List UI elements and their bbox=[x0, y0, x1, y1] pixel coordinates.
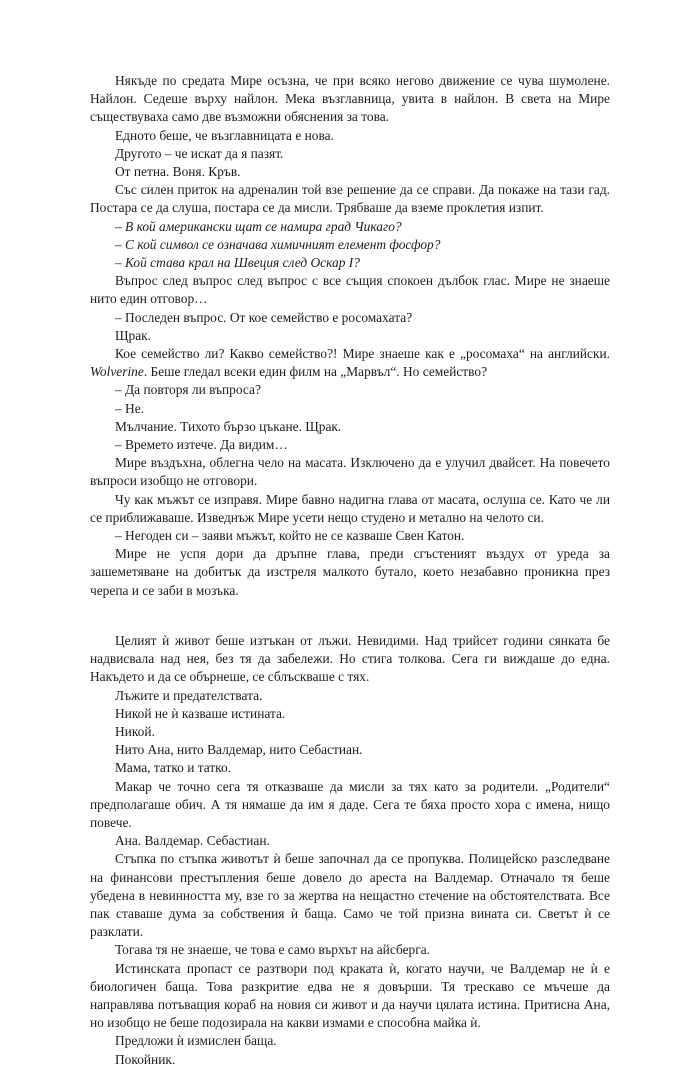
paragraph bbox=[90, 491, 610, 527]
paragraph bbox=[90, 345, 610, 381]
paragraph bbox=[90, 309, 610, 327]
text-run: Целият ѝ живот беше изтъкан от лъжи. Невидими. Над трийсет години сянката бе надвисвала над нея, без тя да забележи. Но стига толкова. Сега ги виждаше до една. Накъдето и да се обърнеше, се сблъскваше с тях. bbox=[90, 632, 610, 685]
paragraph bbox=[90, 436, 610, 454]
italic-run: – В кой американски щат се намира град Чикаго? bbox=[115, 218, 402, 234]
paragraph bbox=[90, 1051, 610, 1069]
text-run: Мама, татко и татко. bbox=[115, 760, 232, 776]
paragraph bbox=[90, 941, 610, 959]
text-run: Истинската пропаст се разтвори под краката ѝ, когато научи, че Валдемар не ѝ е биологичен баща. Това разкритие едва не я довърши. Тя трескаво се мъчеше да направлява потъващия кораб на новия си живот и да научи цялата истина. Притисна Ана, но изобщо не беше подозирала на какви измами е способна майка ѝ. bbox=[90, 960, 610, 1031]
paragraph bbox=[90, 759, 610, 777]
text-run: Ана. Валдемар. Себастиан. bbox=[115, 833, 270, 849]
italic-run: – Кой става крал на Швеция след Оскар I? bbox=[115, 255, 360, 271]
paragraph bbox=[90, 960, 610, 1033]
text-run: Никой не ѝ казваше истината. bbox=[115, 705, 286, 721]
text-run: Предложи ѝ измислен баща. bbox=[115, 1033, 277, 1049]
paragraph bbox=[90, 272, 610, 308]
text-run: – Времето изтече. Да видим… bbox=[115, 437, 288, 453]
text-run: Въпрос след въпрос след въпрос с все същия спокоен дълбок глас. Мире не знаеше нито един отговор… bbox=[90, 273, 610, 307]
text-run: Мълчание. Тихото бързо цъкане. Щрак. bbox=[115, 418, 342, 434]
text-run: Някъде по средата Мире осъзна, че при всяко негово движение се чува шумолене. Найлон. Седеше върху найлон. Мека възглавница, увита в найлон. В света на Мире съществуваха само две възможни обяснения за това. bbox=[90, 73, 610, 125]
chapter-section-2 bbox=[90, 632, 610, 1069]
text-run: Кое семейство ли? Какво семейство?! Мире знаеше как е „росомаха“ на английски. bbox=[115, 346, 610, 362]
text-run: Едното беше, че възглавницата е нова. bbox=[115, 127, 334, 143]
text-run: Стъпка по стъпка животът ѝ беше започнал да се пропуква. Полицейско разследване на финансови престъпления беше довело до ареста на Валдемар. Отначало тя беше убедена в невинността му, взе го за жертва на нещастно стечение на обстоятелствата. Все пак ставаше дума за собствения ѝ баща. Само че той призна вината си. Светът ѝ се разклати. bbox=[90, 851, 610, 940]
text-run: – Да повторя ли въпроса? bbox=[115, 382, 261, 398]
paragraph bbox=[90, 545, 610, 600]
paragraph bbox=[90, 381, 610, 399]
paragraph bbox=[90, 181, 610, 217]
paragraph bbox=[90, 236, 610, 254]
paragraph bbox=[90, 687, 610, 705]
paragraph bbox=[90, 527, 610, 545]
paragraph bbox=[90, 400, 610, 418]
text-run: – Негоден си – заяви мъжът, който не се казваше Свен Катон. bbox=[115, 528, 465, 544]
text-run: От петна. Воня. Кръв. bbox=[115, 164, 241, 180]
text-run: Другото – че искат да я пазят. bbox=[115, 145, 284, 161]
paragraph bbox=[90, 327, 610, 345]
paragraph bbox=[90, 254, 610, 272]
paragraph bbox=[90, 218, 610, 236]
text-run: Със силен приток на адреналин той взе решение да се справи. Да покаже на тази гад. Постара се да слуша, постара се да мисли. Трябваше да вземе проклетия изпит. bbox=[90, 182, 610, 216]
paragraph bbox=[90, 418, 610, 436]
text-run: Чу как мъжът се изправя. Мире бавно надигна глава от масата, ослуша се. Като че ли се приближаваше. Изведнъж Мире усети нещо студено и метално на челото си. bbox=[90, 491, 610, 525]
chapter-section-1 bbox=[90, 72, 610, 600]
paragraph bbox=[90, 705, 610, 723]
text-run: Макар че точно сега тя отказваше да мисли за тях като за родители. „Родители“ предполагаше обич. А тя нямаше да им я даде. Сега те бяха просто хора с имена, нищо повече. bbox=[90, 778, 610, 830]
text-run: Щрак. bbox=[115, 327, 152, 343]
paragraph bbox=[90, 454, 610, 490]
text-run: Никой. bbox=[115, 723, 155, 739]
text-run: – Не. bbox=[115, 400, 145, 416]
text-run: Мире въздъхна, облегна чело на масата. Изключено да е улучил двайсет. На повечето въпроси изобщо не отговори. bbox=[90, 455, 610, 489]
paragraph bbox=[90, 1032, 610, 1050]
paragraph bbox=[90, 163, 610, 181]
paragraph bbox=[90, 723, 610, 741]
italic-run: – С кой символ се означава химичният елемент фосфор? bbox=[115, 236, 441, 252]
text-run: . Беше гледал всеки един филм на „Марвъл“. Но семейство? bbox=[143, 364, 488, 380]
section-break bbox=[90, 600, 610, 632]
italic-run: Wolverine bbox=[90, 364, 144, 380]
text-run: Мире не успя дори да дръпне глава, преди сгъстеният въздух от уреда за зашеметяване на добитък да изстреля малкото бутало, което незабавно проникна през черепа и се заби в мозъка. bbox=[90, 546, 610, 598]
paragraph bbox=[90, 741, 610, 759]
text-run: Покойник. bbox=[115, 1051, 176, 1067]
paragraph bbox=[90, 72, 610, 127]
paragraph bbox=[90, 778, 610, 833]
text-run: Лъжите и предателствата. bbox=[115, 687, 263, 703]
paragraph bbox=[90, 145, 610, 163]
paragraph bbox=[90, 632, 610, 687]
paragraph bbox=[90, 850, 610, 941]
paragraph bbox=[90, 832, 610, 850]
paragraph bbox=[90, 127, 610, 145]
text-run: Нито Ана, нито Валдемар, нито Себастиан. bbox=[115, 742, 363, 758]
text-run: Тогава тя не знаеше, че това е само върхът на айсберга. bbox=[115, 942, 431, 958]
text-run: – Последен въпрос. От кое семейство е росомахата? bbox=[115, 309, 413, 325]
